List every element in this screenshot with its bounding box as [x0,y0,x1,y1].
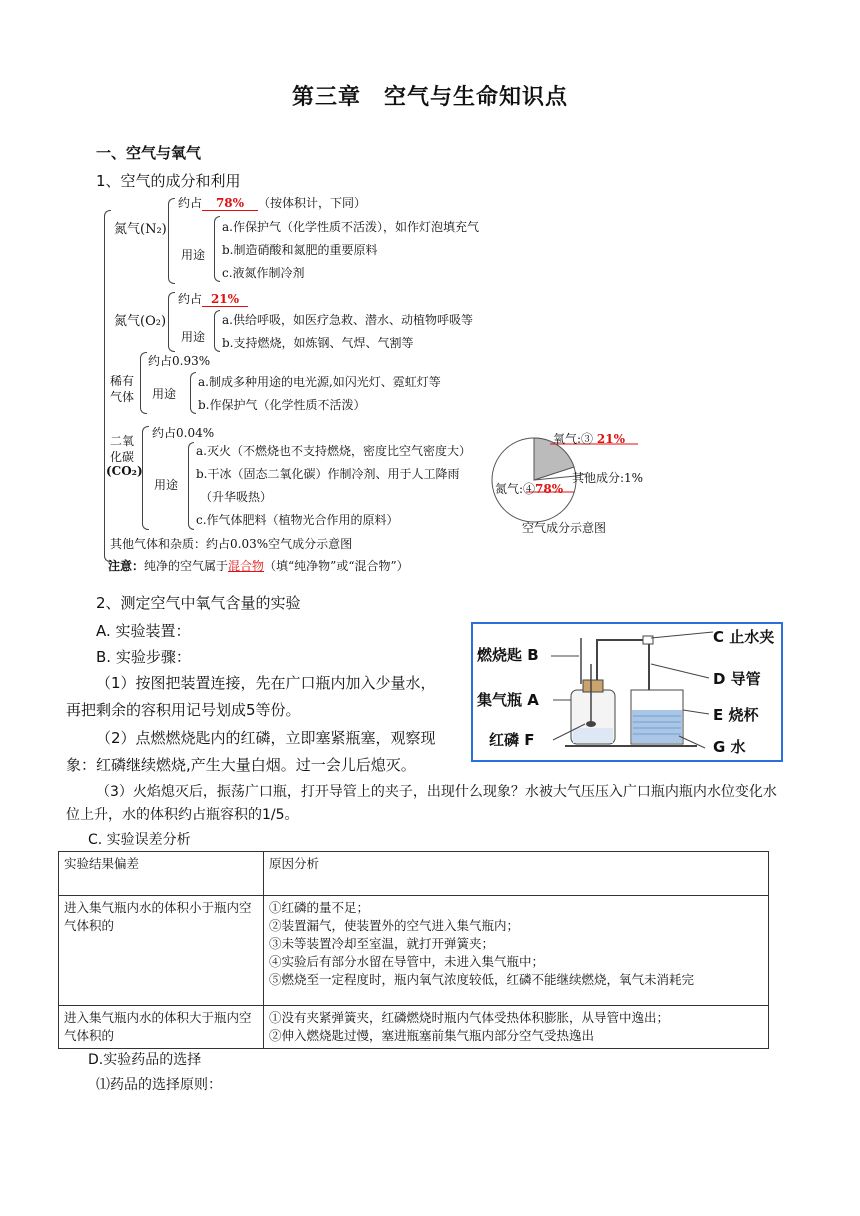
co2-use-a: a.灭火（不燃烧也不支持燃烧，密度比空气密度大） [196,444,471,458]
co2-label-1: 二氧 [110,434,135,448]
o2-about: 约占 21% [178,290,248,307]
step-1-line-2: 再把剩余的容积用记号划成5等份。 [66,701,301,719]
table-cell: 进入集气瓶内水的体积大于瓶内空气体积的 [59,1006,264,1049]
apparatus-diagram [471,622,783,762]
o2-use-label: 用途 [181,330,206,344]
step-1-line-1: （1）按图把装置连接，先在广口瓶内加入少量水， [96,674,436,692]
reason-2: ②装置漏气，使装置外的空气进入集气瓶内； [269,918,520,933]
label-water: G 水 [713,738,746,756]
n2-about-value: 78% [202,196,258,211]
table-header-1: 实验结果偏差 [59,852,264,896]
reason-3: ③未等装置冷却至室温，就打开弹簧夹； [269,936,495,951]
reason-4: ④实验后有部分水留在导管中，未进入集气瓶中； [269,954,545,969]
table-cell: 进入集气瓶内水的体积小于瓶内空气体积的 [59,896,264,1006]
co2-use-label: 用途 [154,478,179,492]
error-analysis-table [58,851,769,1049]
label-phosphorus: 红磷 F [489,731,535,749]
sub-heading-composition: 1、空气的成分和利用 [96,172,241,190]
table-row [59,896,769,1006]
step-b: B. 实验步骤： [96,648,191,666]
n2-label: 氮气(N₂) [114,222,167,237]
label-tube: D 导管 [713,670,761,688]
co2-label-2: 化碳 [110,450,135,464]
co2-use-b: b.干冰（固态二氧化碳）作制冷剂、用于人工降雨 [196,467,460,481]
other-gases: 其他气体和杂质：约占0.03%空气成分示意图 [110,537,353,551]
rare-use-a: a.制成多种用途的电光源,如闪光灯、霓虹灯等 [198,375,441,389]
step-d: D.实验药品的选择 [88,1052,202,1068]
table-header-2: 原因分析 [264,852,769,896]
co2-about: 约占0.04% [152,426,215,440]
o2-use-a: a.供给呼吸，如医疗急救、潜水、动植物呼吸等 [222,313,473,327]
o2-use-b: b.支持燃烧，如炼钢、气焊、气割等 [222,336,414,350]
step-2-line-1: （2）点燃燃烧匙内的红磷，立即塞紧瓶塞，观察现 [96,729,436,747]
step-a: A. 实验装置： [96,622,191,640]
label-spoon: 燃烧匙 B [477,646,539,664]
sub-heading-experiment: 2、测定空气中氧气含量的实验 [96,594,301,612]
label-beaker: E 烧杯 [713,706,759,724]
table-row [59,852,769,896]
reason-1: ①没有夹紧弹簧夹，红磷燃烧时瓶内气体受热体积膨胀，从导管中逸出； [269,1010,670,1025]
label-clamp: C 止水夹 [713,628,775,646]
step-d-1: ⑴药品的选择原则： [96,1077,222,1093]
n2-use-label: 用途 [181,248,206,262]
page-title: 第三章 空气与生命知识点 [291,85,568,110]
rare-use-b: b.作保护气（化学性质不活泼） [198,398,366,412]
rare-about: 约占0.93% [148,354,211,368]
n2-use-c: c.液氮作制冷剂 [222,266,305,280]
pie-n2: 氮气:④78% [495,482,564,496]
step-3-line-2: 位上升，水的体积约占瓶容积的1/5。 [66,807,299,823]
o2-about-value: 21% [202,292,248,307]
note: 注意：纯净的空气属于混合物（填“纯净物”或“混合物”） [108,559,409,573]
rare-label-1: 稀有 [110,374,135,388]
step-2-line-2: 象：红磷继续燃烧,产生大量白烟。过一会儿后熄灭。 [66,756,416,774]
n2-use-a: a.作保护气（化学性质不活泼），如作灯泡填充气 [222,220,479,234]
reason-1: ①红磷的量不足； [269,900,370,915]
pie-caption: 空气成分示意图 [522,521,607,535]
o2-label: 氮气(O₂) [114,314,167,329]
n2-about: 约占 78% （按体积计，下同） [178,196,367,210]
reason-2: ②伸入燃烧匙过慢，塞进瓶塞前集气瓶内部分空气受热逸出 [269,1028,595,1043]
pie-o2: 氧气:③ 21% [553,432,625,446]
label-bottle: 集气瓶 A [477,691,539,709]
table-row [59,1006,769,1049]
n2-use-b: b.制造硝酸和氮肥的重要原料 [222,243,378,257]
section-heading: 一、空气与氧气 [96,144,202,162]
co2-label-3: (CO₂) [106,464,143,478]
co2-use-b2: （升华吸热） [200,490,273,504]
table-cell [264,896,769,1006]
reason-5: ⑤燃烧至一定程度时，瓶内氧气浓度较低，红磷不能继续燃烧，氧气未消耗完 [269,972,695,987]
pie-other: 其他成分:1% [572,471,644,485]
step-c: C. 实验误差分析 [88,832,191,848]
rare-label-2: 气体 [110,390,135,404]
step-3-line-1: （3）火焰熄灭后，振荡广口瓶，打开导管上的夹子，出现什么现象？水被大气压压入广口瓶内瓶内水位变化水 [96,784,777,800]
note-answer: 混合物 [228,559,265,573]
table-cell [264,1006,769,1049]
rare-use-label: 用途 [152,387,177,401]
co2-use-c: c.作气体肥料（植物光合作用的原料） [196,513,399,527]
